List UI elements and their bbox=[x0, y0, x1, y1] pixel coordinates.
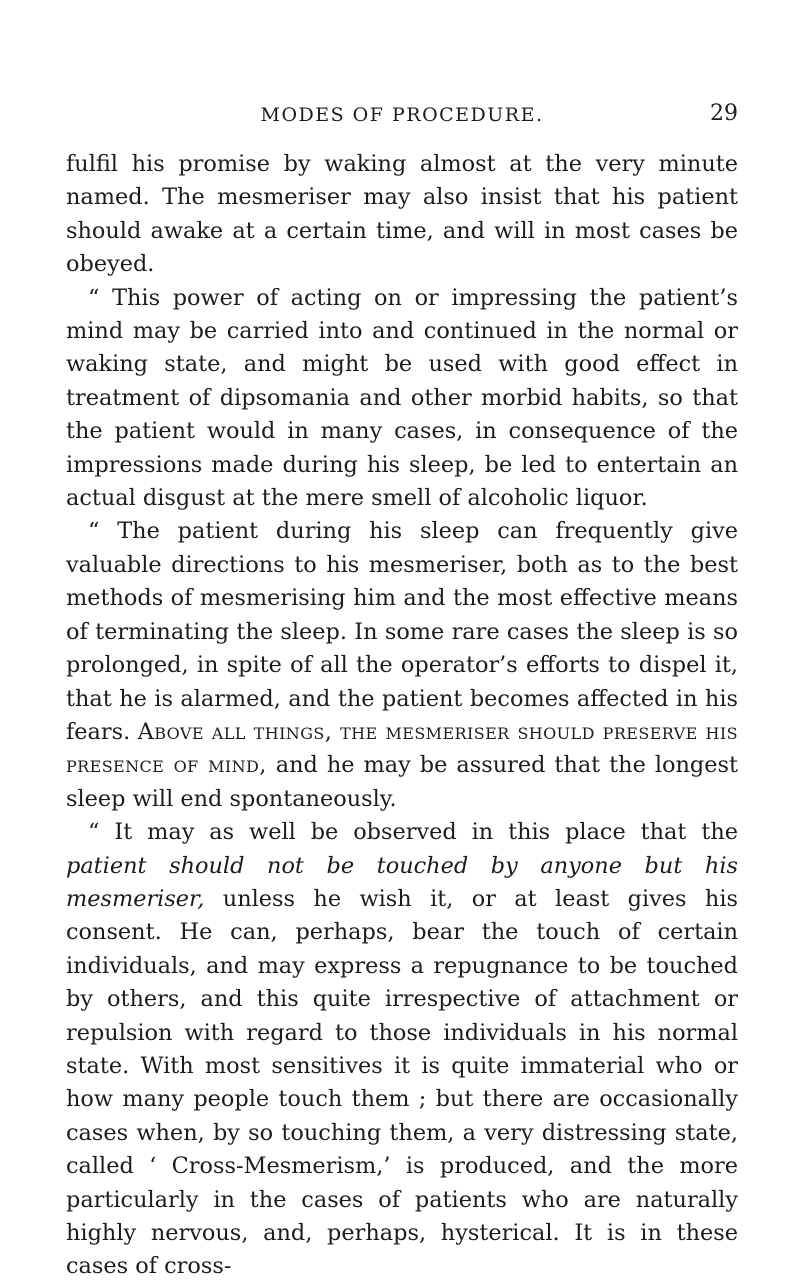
book-page bbox=[66, 98, 738, 1284]
running-head: MODES OF PROCEDURE. bbox=[260, 104, 544, 126]
paragraph-2: “ This power of acting on or impressing the patient’s mind may be carried into and continued in the normal or waking state, and might be used with good effect in treatment of dipsomania and other morbid habits, so that the patient would in many cases, in consequence of the impressions made during his sleep, be led to entertain an actual disgust at the mere smell of alcoholic liquor. bbox=[66, 284, 738, 512]
page-header bbox=[66, 98, 738, 136]
paragraph-3-smallcaps-emphasis: Above all things, the mesmeriser should preserve his presence of mind, bbox=[66, 718, 738, 779]
paragraph-1: fulfil his promise by waking almost at the very minute named. The mesmeriser may also insist that his patient should awake at a certain time, and will in most cases be obeyed. bbox=[66, 151, 738, 278]
paragraph-3-text-start: “ The patient during his sleep can frequently give valuable directions to his mesmeriser, both as to the best methods of mesmerising him and the most effective means of terminating the sleep. In some rare cases the sleep is so prolonged, in spite of all the operator’s efforts to dispel it, that he is alarmed, and the patient becomes affected in his fears. bbox=[66, 518, 738, 745]
paragraph-4-text-start: “ It may as well be observed in this place that the bbox=[88, 819, 738, 846]
paragraph-3 bbox=[66, 515, 738, 816]
page-number: 29 bbox=[710, 101, 738, 126]
paragraph-3-text-end: and he may be assured that the longest sleep will end spontaneously. bbox=[66, 752, 738, 812]
paragraph-4-text-end: unless he wish it, or at least gives his consent. He can, perhaps, bear the touch of certain individuals, and may express a repugnance to be touched by others, and this quite irrespective of attachment or repulsion with regard to those individuals in his normal state. With most sensitives it is quite immaterial who or how many people touch them ; but there are occasionally cases when, by so touching them, a very distressing state, called ‘ Cross-Mesmerism,’ is produced, and the more particularly in the cases of patients who are naturally highly nervous, and, perhaps, hysterical. It is in these cases of cross- bbox=[66, 885, 738, 1280]
body-text bbox=[66, 148, 738, 1284]
paragraph-4-italic-emphasis: patient should not be touched by anyone but his mesmeriser, bbox=[66, 852, 738, 912]
paragraph-4 bbox=[66, 816, 738, 1284]
